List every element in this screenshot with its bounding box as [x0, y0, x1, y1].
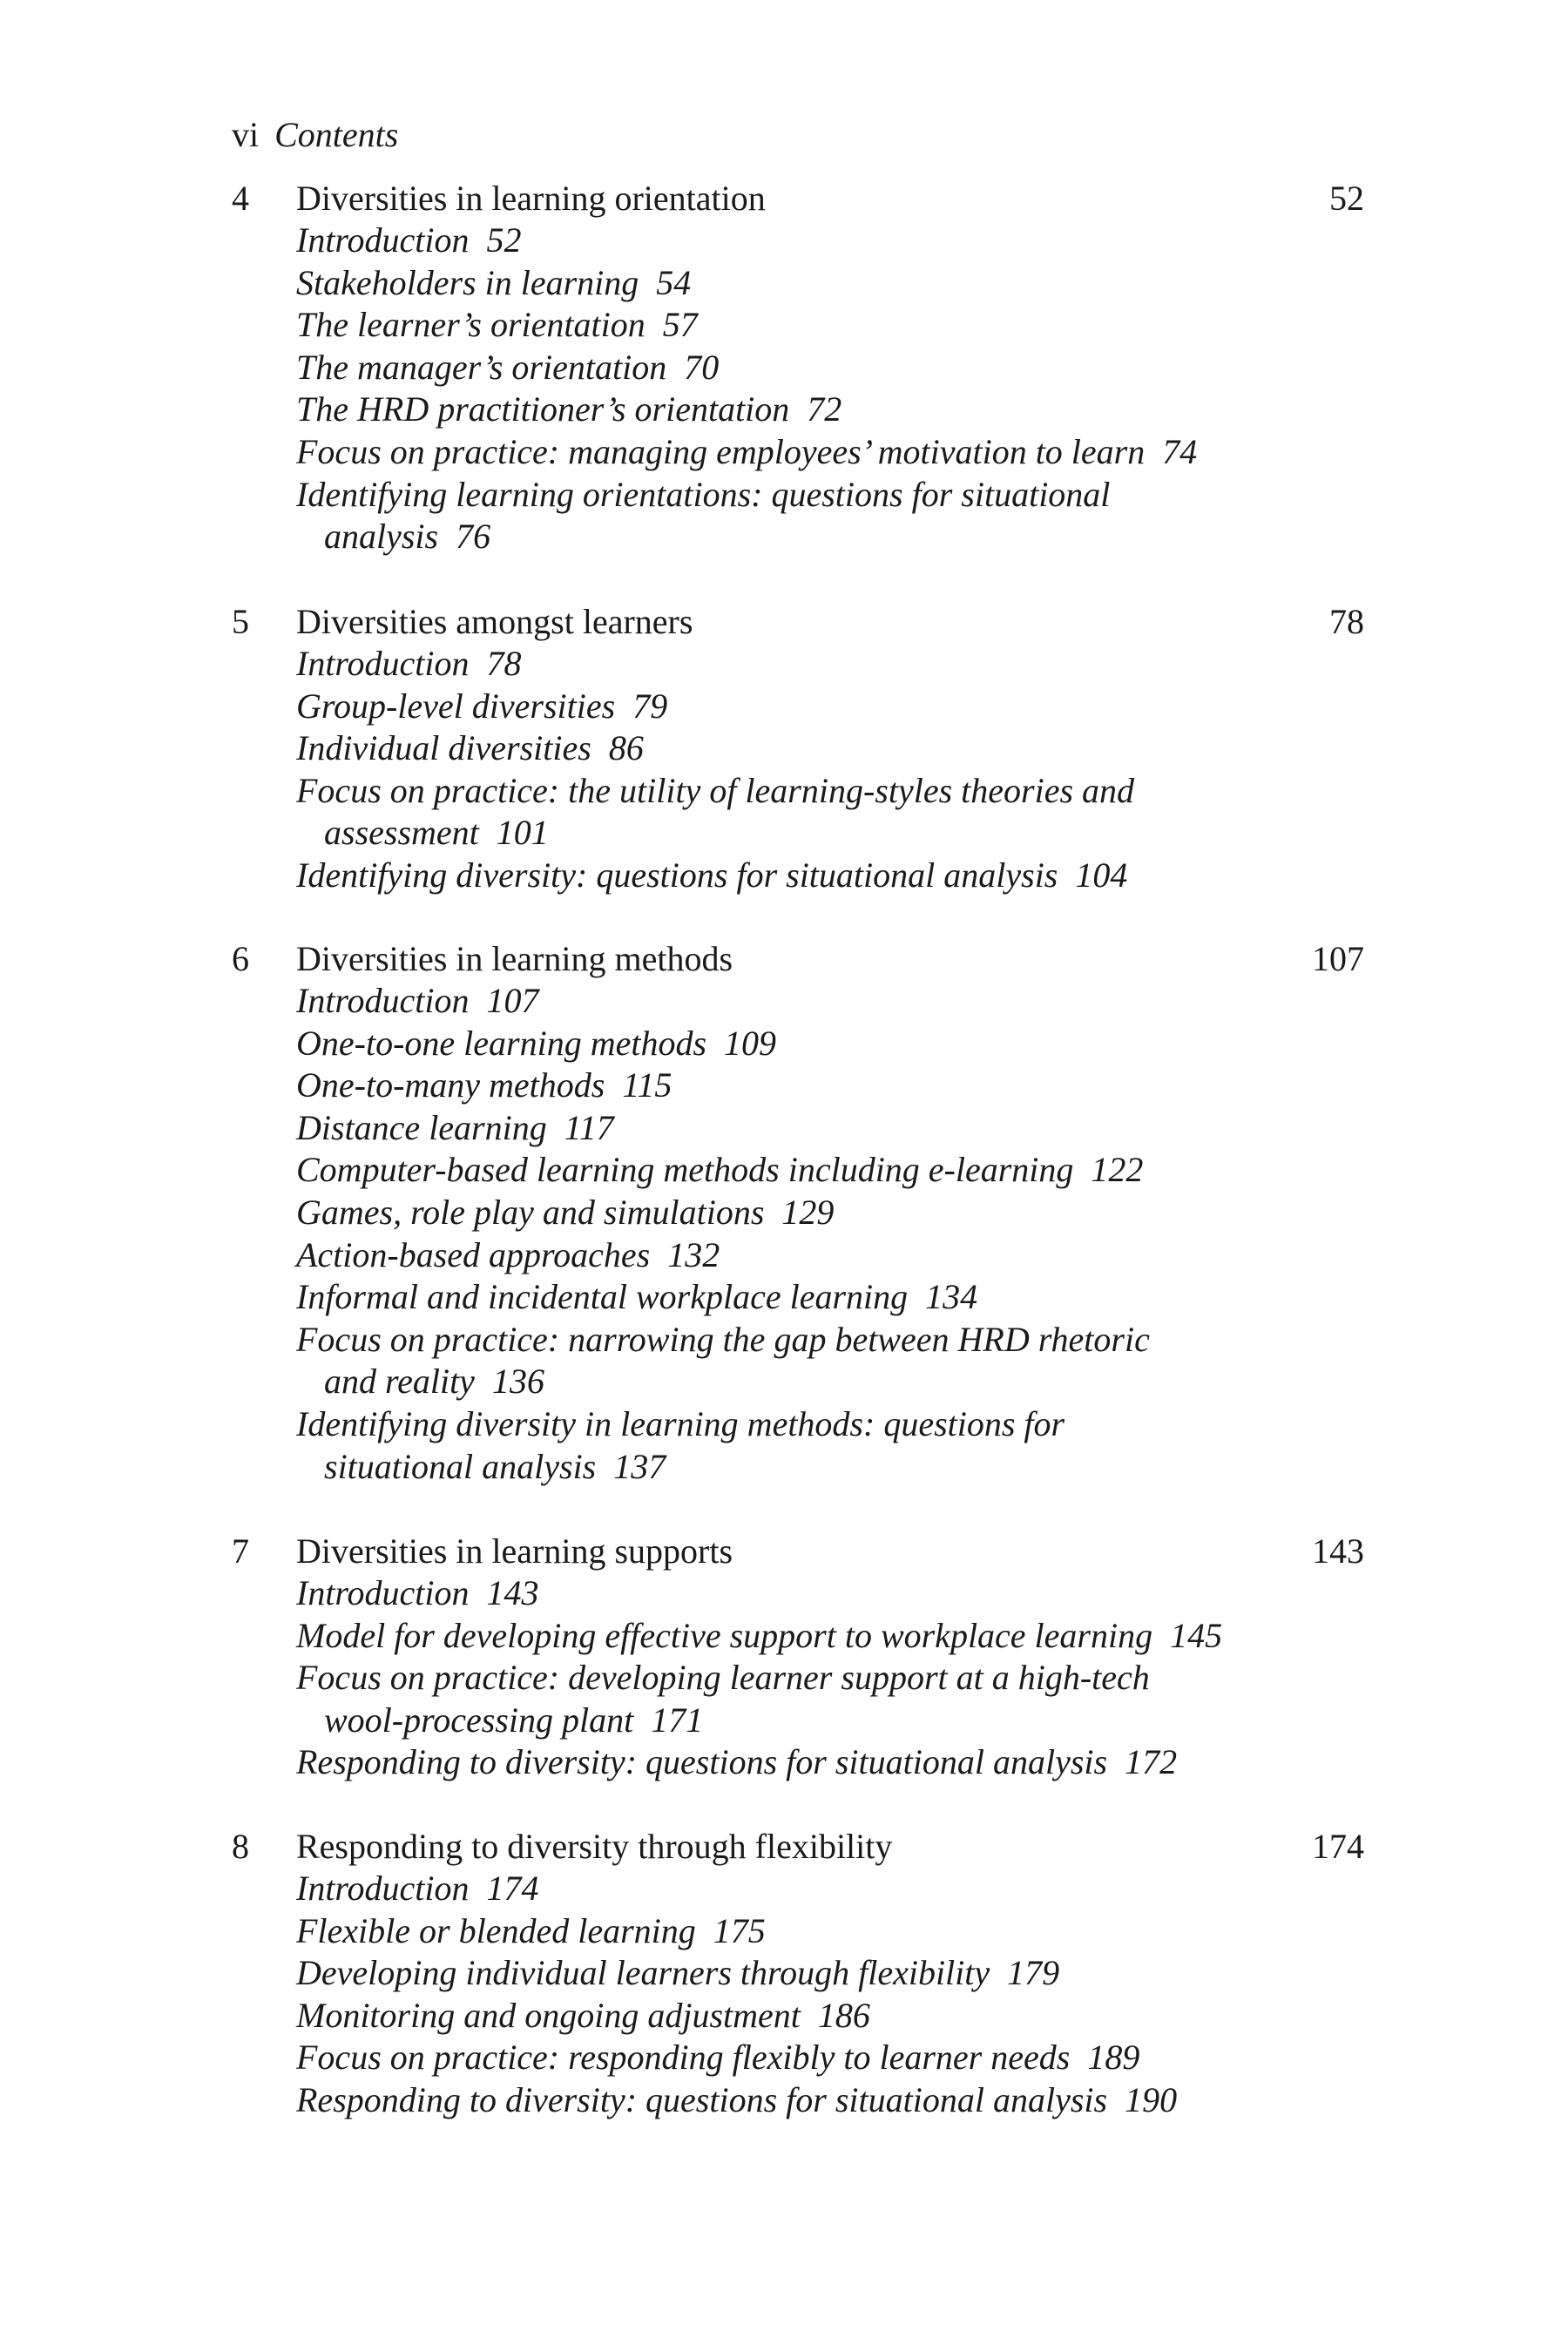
- section-entry: [296, 1952, 1364, 1995]
- section-entry: [296, 1276, 1364, 1319]
- section-page-number: 109: [724, 1023, 777, 1063]
- chapter-5: [232, 600, 1364, 897]
- chapter-title: Diversities in learning supports: [296, 1531, 733, 1571]
- section-page-number: 190: [1125, 2079, 1178, 2119]
- section-entry: [296, 1319, 1364, 1362]
- section-entry-continued: [296, 1700, 1364, 1742]
- section-page-number: 115: [622, 1065, 672, 1105]
- chapter-title: Diversities amongst learners: [296, 602, 693, 641]
- section-page-number: 134: [925, 1277, 978, 1317]
- chapter-heading: [232, 1530, 1364, 1572]
- section-page-number: 104: [1075, 855, 1128, 895]
- section-title: Identifying diversity in learning methods: questions for: [296, 1403, 1065, 1443]
- section-page-number: 74: [1162, 431, 1198, 471]
- section-page-number: 145: [1170, 1615, 1223, 1655]
- chapter-number: 7: [232, 1531, 249, 1571]
- section-entry: [296, 980, 1364, 1023]
- section-title: Identifying diversity: questions for situational analysis: [296, 855, 1058, 895]
- section-page-number: 179: [1007, 1953, 1060, 1993]
- chapter-page-number: 143: [1312, 1531, 1364, 1571]
- section-title-continued: and reality: [324, 1362, 475, 1402]
- section-page-number: 174: [486, 1869, 539, 1908]
- section-title: Stakeholders in learning: [296, 262, 639, 302]
- section-entry: [296, 2079, 1364, 2122]
- chapter-heading: [232, 937, 1364, 980]
- section-title: Distance learning: [296, 1107, 547, 1147]
- section-entry: [296, 727, 1364, 770]
- chapter-page-number: 174: [1312, 1827, 1364, 1866]
- section-entry: [296, 1023, 1364, 1065]
- section-entry: [296, 389, 1364, 431]
- section-page-number: 171: [651, 1700, 704, 1740]
- chapter-page-number: 78: [1329, 602, 1364, 641]
- section-entry: [296, 1234, 1364, 1277]
- section-entry: [296, 1615, 1364, 1658]
- chapter-6: [232, 937, 1364, 1488]
- section-page-number: 186: [817, 1995, 870, 2035]
- section-title: Group-level diversities: [296, 686, 616, 726]
- section-entry: [296, 1107, 1364, 1150]
- section-page-number: 137: [613, 1446, 666, 1486]
- section-page-number: 52: [486, 220, 522, 260]
- chapter-heading: [232, 1825, 1364, 1868]
- section-title: One-to-one learning methods: [296, 1023, 707, 1063]
- chapter-heading: [232, 177, 1364, 220]
- section-entry: [296, 855, 1364, 897]
- section-list: [232, 220, 1364, 558]
- section-entry: [296, 1192, 1364, 1234]
- section-entry: [296, 1910, 1364, 1953]
- section-entry: [296, 770, 1364, 813]
- section-entry: [296, 431, 1364, 474]
- section-title: Focus on practice: the utility of learning-styles theories and: [296, 770, 1135, 810]
- section-list: [232, 980, 1364, 1488]
- section-title: Flexible or blended learning: [296, 1910, 696, 1950]
- section-page-number: 122: [1091, 1150, 1144, 1190]
- section-title: Introduction: [296, 1869, 470, 1908]
- section-page-number: 117: [564, 1107, 614, 1147]
- section-title: One-to-many methods: [296, 1065, 605, 1105]
- section-page-number: 136: [491, 1362, 544, 1402]
- section-entry: [296, 2037, 1364, 2079]
- section-entry: [296, 1657, 1364, 1700]
- chapter-page-number: 52: [1329, 179, 1364, 218]
- section-title: The learner’s orientation: [296, 305, 645, 345]
- section-page-number: 70: [684, 347, 720, 387]
- chapter-number: 8: [232, 1827, 249, 1866]
- chapter-heading: [232, 600, 1364, 643]
- section-title: Informal and incidental workplace learning: [296, 1277, 909, 1317]
- section-title: Focus on practice: responding flexibly to learner needs: [296, 2038, 1071, 2078]
- section-entry-continued: [296, 812, 1364, 855]
- section-entry: [296, 1741, 1364, 1784]
- section-title: The HRD practitioner’s orientation: [296, 389, 790, 429]
- section-page-number: 143: [486, 1573, 539, 1612]
- section-entry: [296, 1572, 1364, 1615]
- section-title-continued: analysis: [324, 517, 439, 557]
- section-list: [232, 643, 1364, 897]
- chapter-8: [232, 1825, 1364, 2122]
- section-title: Computer-based learning methods including e-learning: [296, 1150, 1074, 1190]
- chapter-number: 4: [232, 179, 249, 218]
- section-page-number: 72: [807, 389, 842, 429]
- section-title: Games, role play and simulations: [296, 1192, 765, 1232]
- section-title: Introduction: [296, 981, 470, 1020]
- chapter-title: Diversities in learning orientation: [296, 179, 766, 218]
- section-entry: [296, 1868, 1364, 1910]
- section-entry: [296, 1149, 1364, 1192]
- section-page-number: 172: [1125, 1742, 1178, 1782]
- section-entry-continued: [296, 516, 1364, 558]
- section-title: Introduction: [296, 644, 470, 683]
- chapter-4: [232, 177, 1364, 558]
- section-entry: [296, 643, 1364, 686]
- section-entry: [296, 262, 1364, 305]
- section-title: Introduction: [296, 220, 470, 260]
- section-title: Focus on practice: developing learner support at a high-tech: [296, 1658, 1150, 1698]
- section-list: [232, 1572, 1364, 1784]
- section-title: Monitoring and ongoing adjustment: [296, 1995, 801, 2035]
- running-head-title: Contents: [274, 115, 399, 154]
- section-entry-continued: [296, 1361, 1364, 1403]
- section-title: Developing individual learners through flexibility: [296, 1953, 990, 1993]
- section-page-number: 189: [1087, 2038, 1140, 2078]
- section-title: Responding to diversity: questions for situational analysis: [296, 2079, 1108, 2119]
- section-entry: [296, 686, 1364, 728]
- chapter-title: Diversities in learning methods: [296, 939, 733, 978]
- chapter-page-number: 107: [1312, 939, 1364, 978]
- section-entry: [296, 304, 1364, 347]
- section-title: Individual diversities: [296, 728, 591, 768]
- running-head: [232, 113, 398, 157]
- chapter-number: 5: [232, 602, 249, 641]
- section-page-number: 54: [656, 262, 692, 302]
- section-title-continued: assessment: [324, 813, 479, 853]
- section-title-continued: wool-processing plant: [324, 1700, 634, 1740]
- section-entry: [296, 1064, 1364, 1107]
- section-title: Focus on practice: narrowing the gap between HRD rhetoric: [296, 1319, 1150, 1359]
- section-title-continued: situational analysis: [324, 1446, 597, 1486]
- section-title: Introduction: [296, 1573, 470, 1612]
- section-page-number: 57: [662, 305, 698, 345]
- page-folio: vi: [232, 115, 260, 154]
- section-entry: [296, 347, 1364, 389]
- section-list: [232, 1868, 1364, 2122]
- section-title: Focus on practice: managing employees’ motivation to learn: [296, 431, 1146, 471]
- section-title: Action-based approaches: [296, 1234, 651, 1274]
- section-entry: [296, 220, 1364, 262]
- section-entry: [296, 474, 1364, 517]
- chapter-title: Responding to diversity through flexibility: [296, 1827, 893, 1866]
- section-page-number: 76: [456, 517, 491, 557]
- section-page-number: 101: [496, 813, 549, 853]
- section-page-number: 107: [486, 981, 539, 1020]
- chapter-7: [232, 1530, 1364, 1784]
- section-entry-continued: [296, 1446, 1364, 1489]
- section-title: Responding to diversity: questions for situational analysis: [296, 1742, 1108, 1782]
- section-title: The manager’s orientation: [296, 347, 667, 387]
- chapter-number: 6: [232, 939, 249, 978]
- section-page-number: 129: [781, 1192, 835, 1232]
- section-page-number: 175: [713, 1910, 766, 1950]
- section-page-number: 132: [667, 1234, 720, 1274]
- section-title: Model for developing effective support to workplace learning: [296, 1615, 1153, 1655]
- section-page-number: 78: [486, 644, 522, 683]
- section-entry: [296, 1403, 1364, 1446]
- section-title: Identifying learning orientations: questions for situational: [296, 474, 1111, 514]
- section-page-number: 79: [632, 686, 668, 726]
- section-entry: [296, 1995, 1364, 2038]
- section-page-number: 86: [608, 728, 644, 768]
